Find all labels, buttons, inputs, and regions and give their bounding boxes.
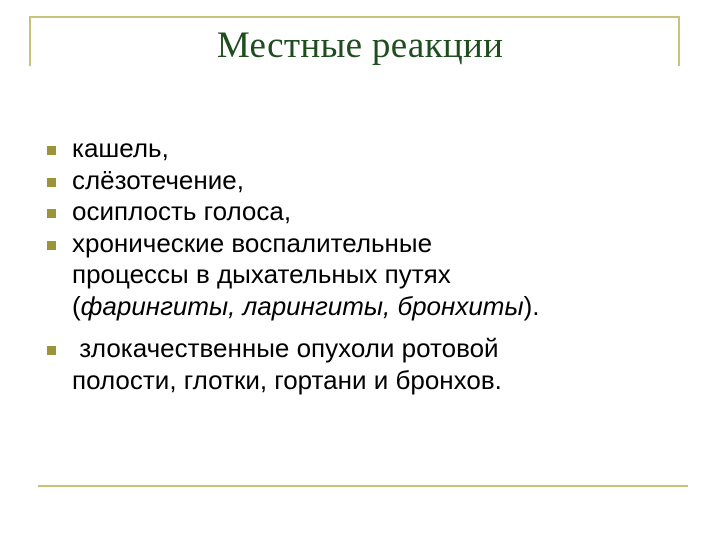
paren-open: ( bbox=[72, 290, 81, 321]
bullet-text: слёзотечение, bbox=[72, 164, 244, 195]
frame-top-line bbox=[29, 16, 679, 18]
bullet-item-malignant-tumors bbox=[42, 333, 682, 396]
bullet-text-line-1: хронические воспалительные bbox=[72, 227, 433, 258]
square-bullet-icon bbox=[47, 146, 56, 155]
frame-bottom-line bbox=[38, 485, 688, 487]
bullet-text: кашель, bbox=[72, 133, 169, 163]
slide-title: Местные реакции bbox=[216, 25, 504, 66]
italic-diagnoses: фарингиты, ларингиты, бронхиты bbox=[80, 290, 524, 321]
bullet-text-line-1: злокачественные опухоли ротовой bbox=[72, 333, 499, 363]
bullet-item-cough bbox=[42, 133, 682, 165]
bullet-text: осиплость голоса, bbox=[72, 196, 292, 226]
paren-close: ). bbox=[523, 290, 540, 321]
bullet-list bbox=[42, 133, 682, 396]
bullet-item-hoarseness bbox=[42, 196, 682, 228]
square-bullet-icon bbox=[47, 209, 56, 218]
square-bullet-icon bbox=[47, 241, 56, 250]
bullet-item-chronic-inflammation bbox=[42, 228, 682, 323]
square-bullet-icon bbox=[47, 346, 56, 355]
bullet-text-line-2: процессы в дыхательных путях bbox=[72, 259, 451, 289]
bullet-item-lacrimation bbox=[42, 165, 682, 197]
bullet-text-line-2: полости, глотки, гортани и бронхов. bbox=[72, 364, 502, 395]
square-bullet-icon bbox=[47, 178, 56, 187]
